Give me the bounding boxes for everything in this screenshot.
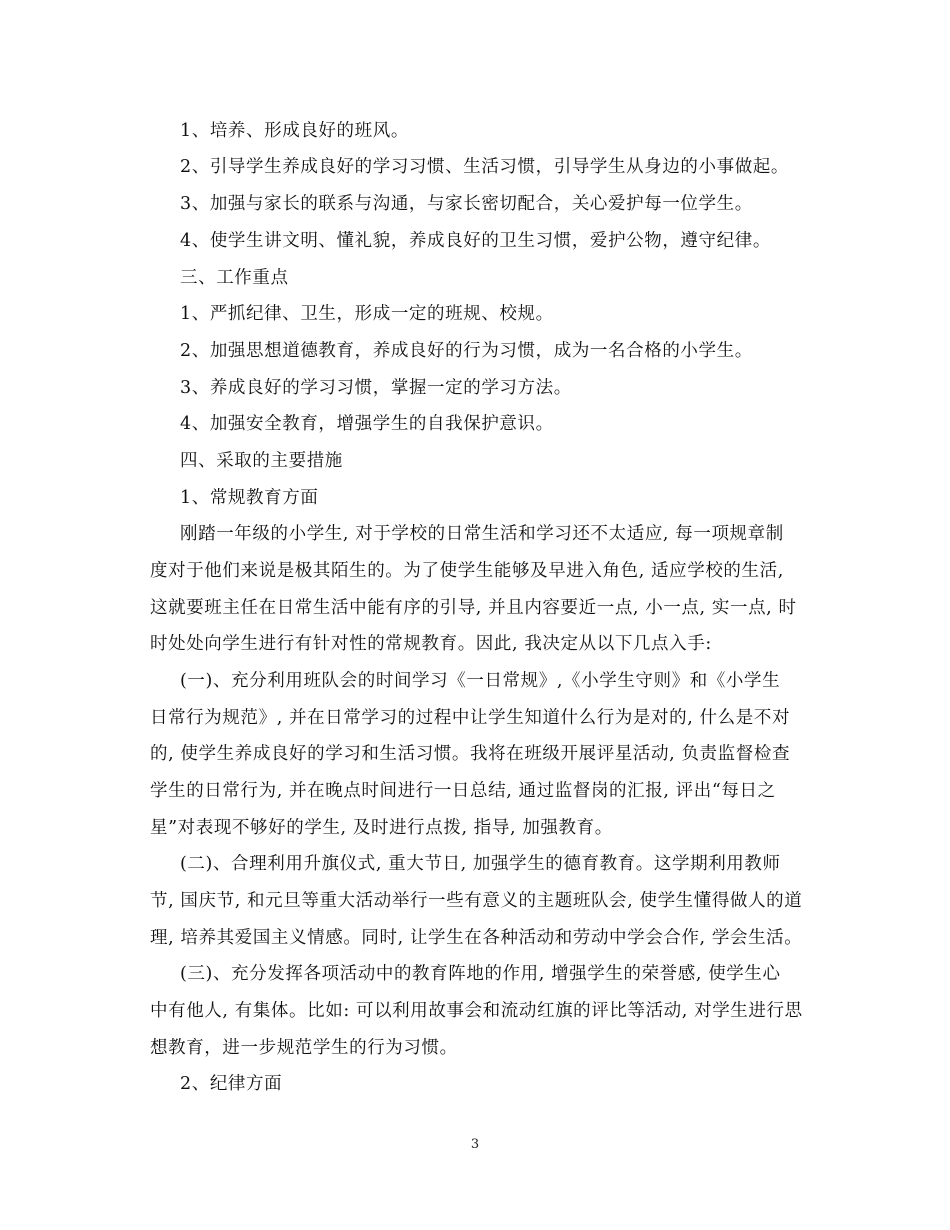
- paragraph-line: 理, 培养其爱国主义情感。同时, 让学生在各种活动和劳动中学会合作, 学会生活。: [150, 928, 803, 948]
- paragraph-line: 时处处向学生进行有针对性的常规教育。因此, 我决定从以下几点入手:: [150, 634, 712, 654]
- paragraph-line: 2、引导学生养成良好的学习习惯、生活习惯，引导学生从身边的小事做起。: [180, 157, 790, 177]
- paragraph-line: 想教育，进一步规范学生的行为习惯。: [150, 1038, 458, 1058]
- paragraph-line: 刚踏一年级的小学生, 对于学校的日常生活和学习还不太适应, 每一项规章制: [180, 524, 784, 544]
- paragraph-line: 3、加强与家长的联系与沟通，与家长密切配合，关心爱护每一位学生。: [180, 194, 753, 214]
- paragraph-line: 中有他人, 有集体。比如: 可以利用故事会和流动红旗的评比等活动, 对学生进行思: [150, 1001, 803, 1021]
- paragraph-line: 4、使学生讲文明、懂礼貌，养成良好的卫生习惯，爱护公物，遵守纪律。: [180, 231, 771, 251]
- paragraph-line: 3、养成良好的学习习惯，掌握一定的学习方法。: [180, 378, 572, 398]
- subsection-heading: 2、纪律方面: [180, 1074, 283, 1094]
- paragraph-line: 这就要班主任在日常生活中能有序的引导, 并且内容要近一点, 小一点, 实一点, 时: [150, 598, 797, 618]
- paragraph-line: 2、加强思想道德教育，养成良好的行为习惯，成为一名合格的小学生。: [180, 341, 753, 361]
- paragraph-line: 4、加强安全教育，增强学生的自我保护意识。: [180, 414, 554, 434]
- paragraph-line: 节, 国庆节, 和元旦等重大活动举行一些有意义的主题班队会, 使学生懂得做人的道: [150, 891, 803, 911]
- paragraph-line: 星”对表现不够好的学生, 及时进行点拨, 指导, 加强教育。: [150, 818, 613, 838]
- paragraph-line: 1、严抓纪律、卫生，形成一定的班规、校规。: [180, 304, 554, 324]
- paragraph-line: (三)、充分发挥各项活动中的教育阵地的作用, 增强学生的荣誉感, 使学生心: [180, 964, 781, 984]
- section-heading: 三、工作重点: [180, 268, 289, 288]
- paragraph-line: 日常行为规范》, 并在日常学习的过程中让学生知道什么行为是对的, 什么是不对: [150, 708, 791, 728]
- paragraph-line: (一)、充分利用班队会的时间学习《一日常规》,《小学生守则》和《小学生: [180, 671, 781, 691]
- paragraph-line: 度对于他们来说是极其陌生的。为了使学生能够及早进入角色, 适应学校的生活,: [150, 561, 784, 581]
- paragraph-line: (二)、合理利用升旗仪式, 重大节日, 加强学生的德育教育。这学期利用教师: [180, 854, 781, 874]
- paragraph-line: 的, 使学生养成良好的学习和生活习惯。我将在班级开展评星活动, 负责监督检查: [150, 744, 791, 764]
- section-heading: 四、采取的主要措施: [180, 451, 343, 471]
- paragraph-line: 学生的日常行为, 并在晚点时间进行一日总结, 通过监督岗的汇报, 评出“每日之: [150, 781, 776, 801]
- page-number: 3: [470, 1137, 480, 1152]
- subsection-heading: 1、常规教育方面: [180, 488, 319, 508]
- paragraph-line: 1、培养、形成良好的班风。: [180, 121, 409, 141]
